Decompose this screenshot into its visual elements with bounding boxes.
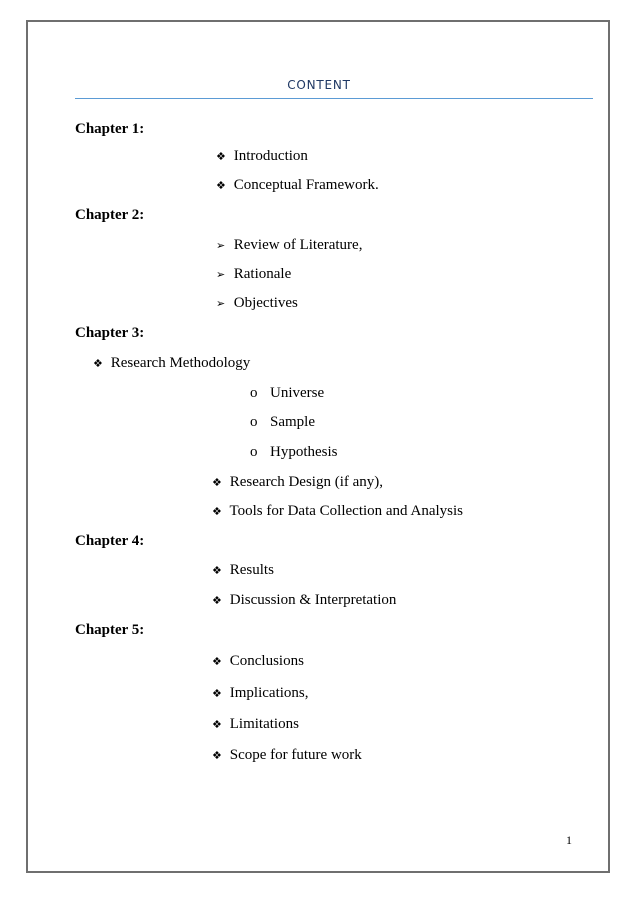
- diamond-bullet-icon: ❖: [212, 655, 222, 668]
- arrow-bullet-icon: ➢: [216, 239, 226, 252]
- chapter-2-heading: Chapter 2:: [75, 207, 145, 223]
- diamond-bullet-icon: ❖: [212, 476, 222, 489]
- sub-list-item: o Hypothesis: [250, 444, 338, 460]
- chapter-4-heading: Chapter 4:: [75, 533, 145, 549]
- list-item: ❖ Conclusions: [212, 653, 304, 669]
- diamond-bullet-icon: ❖: [212, 594, 222, 607]
- list-item: ❖ Research Design (if any),: [212, 474, 384, 490]
- list-item: ➢ Rationale: [216, 266, 292, 282]
- diamond-bullet-icon: ❖: [212, 505, 222, 518]
- diamond-bullet-icon: ❖: [93, 357, 103, 370]
- list-item: ➢ Review of Literature,: [216, 237, 363, 253]
- list-item: ❖ Limitations: [212, 716, 299, 732]
- list-item: ❖ Discussion & Interpretation: [212, 592, 397, 608]
- chapter-5-heading: Chapter 5:: [75, 622, 145, 638]
- diamond-bullet-icon: ❖: [212, 718, 222, 731]
- arrow-bullet-icon: ➢: [216, 268, 226, 281]
- header-rule: [75, 98, 593, 99]
- circle-bullet-icon: o: [250, 414, 258, 430]
- arrow-bullet-icon: ➢: [216, 297, 226, 310]
- list-item: ❖ Results: [212, 562, 274, 578]
- list-item: ❖ Introduction: [216, 148, 308, 164]
- page-title: CONTENT: [287, 78, 351, 92]
- sub-list-item: o Sample: [250, 414, 315, 430]
- list-item: ➢ Objectives: [216, 295, 298, 311]
- list-item: ❖ Scope for future work: [212, 747, 362, 763]
- diamond-bullet-icon: ❖: [216, 150, 226, 163]
- page-number: 1: [566, 833, 572, 847]
- diamond-bullet-icon: ❖: [212, 687, 222, 700]
- chapter-1-heading: Chapter 1:: [75, 121, 145, 137]
- list-item: ❖ Implications,: [212, 685, 309, 701]
- diamond-bullet-icon: ❖: [212, 564, 222, 577]
- circle-bullet-icon: o: [250, 444, 258, 460]
- circle-bullet-icon: o: [250, 385, 258, 401]
- sub-list-item: o Universe: [250, 385, 325, 401]
- list-item: ❖ Tools for Data Collection and Analysis: [212, 503, 463, 519]
- diamond-bullet-icon: ❖: [216, 179, 226, 192]
- chapter-3-heading: Chapter 3:: [75, 325, 145, 341]
- list-item: ❖ Conceptual Framework.: [216, 177, 379, 193]
- list-item: ❖ Research Methodology: [93, 355, 251, 371]
- diamond-bullet-icon: ❖: [212, 749, 222, 762]
